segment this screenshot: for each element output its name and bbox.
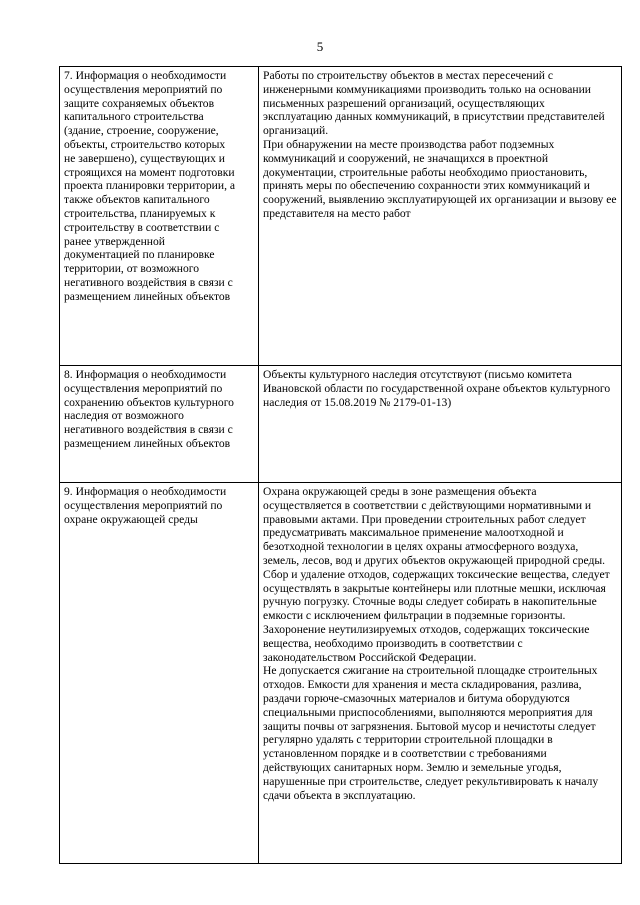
table-row: [60, 366, 622, 483]
row-label: 9. Информация о необходимости осуществления мероприятий по охране окружающей среды: [64, 485, 227, 526]
paragraph: Не допускается сжигание на строительной площадке строительных отходов. Емкости для хранения и места складирования, разлива, раздачи горюче-смазочных материалов и битума оборудуются специальными приспособлениями, выполняются мероприятия для защиты почвы от загрязнения. Бытовой мусор и нечистоты следует регулярно удалять с территории строительной площадки в установленном порядке и в соответствии с требованиями действующих санитарных норм. Землю и земельные угодья, нарушенные при строительстве, следует рекультивировать к началу сдачи объекта в эксплуатацию.: [263, 664, 599, 802]
paragraph: При обнаружении на месте производства работ подземных коммуникаций и сооружений, не значащихся в проектной документации, строительные работы необходимо приостановить, принять меры по обеспечению сохранности этих коммуникаций и сооружений, выявлению эксплуатирующей их организации и вызову ее представителя на место работ: [263, 137, 617, 220]
row-label-cell: [60, 67, 259, 366]
row-content-cell: [259, 483, 622, 864]
row-label-cell: [60, 483, 259, 864]
info-table: [59, 66, 622, 864]
row-label: 8. Информация о необходимости осуществления мероприятий по сохранению объектов культурного наследия от возможного негативного воздействия в связи с размещением линейных объектов: [64, 368, 234, 450]
paragraph: Работы по строительству объектов в местах пересечений с инженерными коммуникациями производить только на основании письменных разрешений организаций, осуществляющих эксплуатацию данных коммуникаций, в присутствии представителей организаций.: [263, 69, 605, 138]
row-label: 7. Информация о необходимости осуществления мероприятий по защите сохраняемых объектов капитального строительства (здание, строение, сооружение, объекты, строительство которых не завершено), существующих и строящихся на момент подготовки проекта планировки территории, а также объектов капитального строительства, планируемых к строительству в соответствии с ранее утвержденной документацией по планировке территории, от возможного негативного воздействия в связи с размещением линейных объектов: [64, 69, 236, 303]
paragraph: Охрана окружающей среды в зоне размещения объекта осуществляется в соответствии с действующими нормативными и правовыми актами. При проведении строительных работ следует предусматривать максимальное применение малоотходной и безотходной технологии в целях охраны атмосферного воздуха, земель, лесов, вод и других объектов окружающей природной среды.: [263, 485, 606, 567]
table-row: [60, 483, 622, 864]
paragraph: Объекты культурного наследия отсутствуют (письмо комитета Ивановской области по государственной охране объектов культурного наследия от 15.08.2019 № 2179-01-13): [263, 368, 611, 409]
table-row: [60, 67, 622, 366]
row-content-cell: [259, 67, 622, 366]
row-label-cell: [60, 366, 259, 483]
row-content-cell: [259, 366, 622, 483]
paragraph: Сбор и удаление отходов, содержащих токсические вещества, следует осуществлять в закрытые контейнеры или плотные мешки, исключая ручную погрузку. Сточные воды следует собирать в накопительные емкости с исключением фильтрации в подземные горизонты. Захоронение неутилизируемых отходов, содержащих токсические вещества, необходимо производить в соответствии с законодательством Российской Федерации.: [263, 567, 610, 664]
page-number: 5: [316, 39, 324, 54]
